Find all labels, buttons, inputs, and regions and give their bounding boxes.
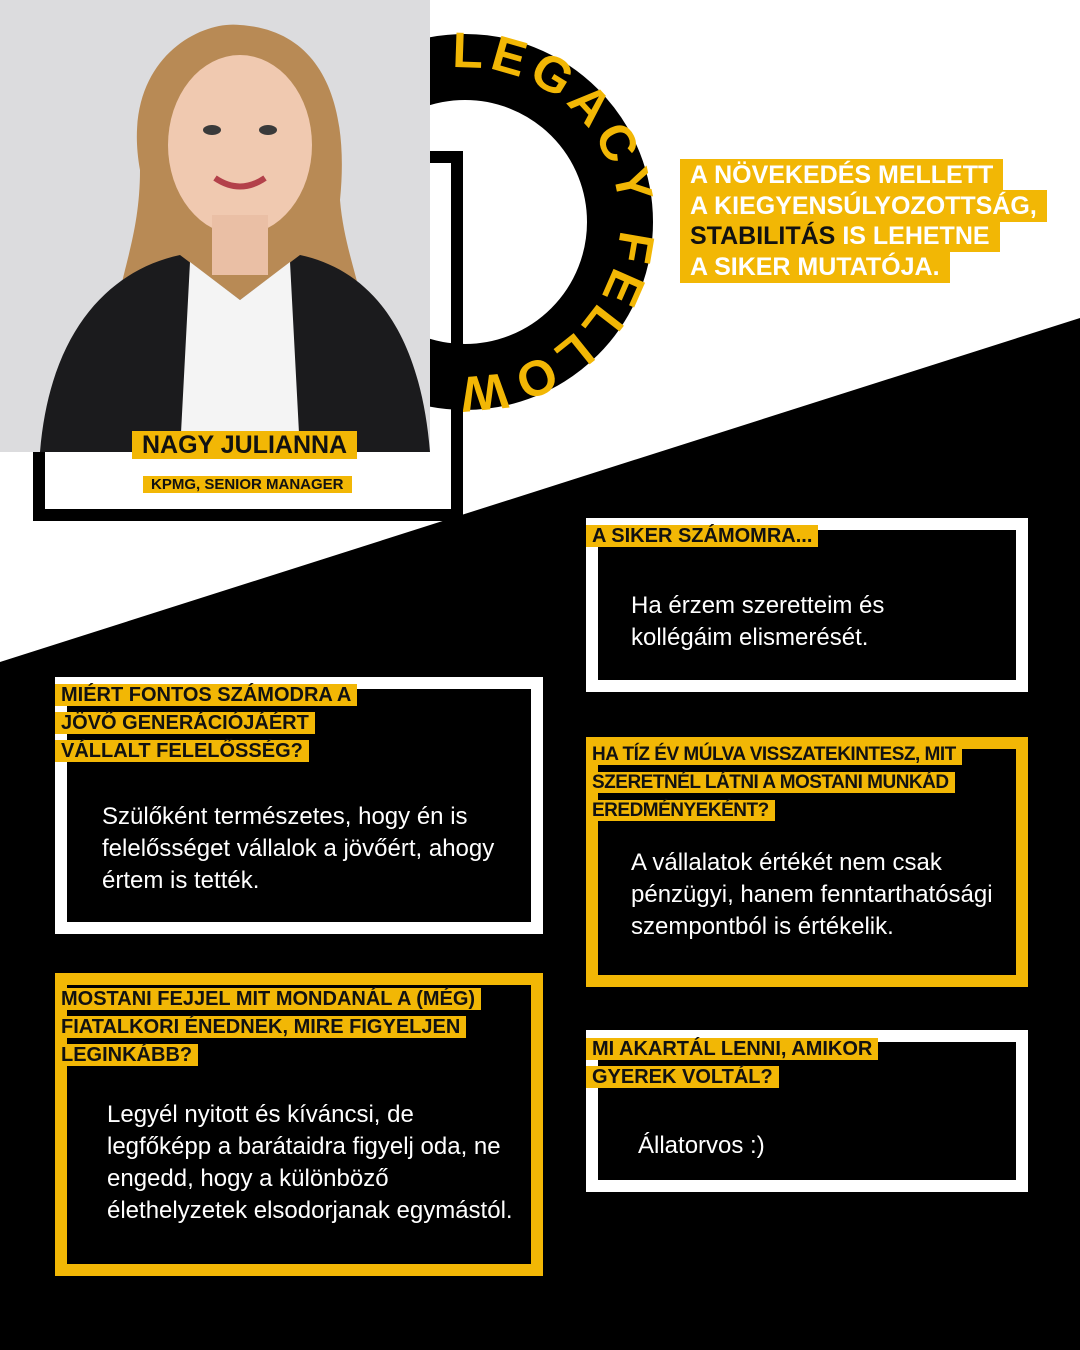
- logo-circle-text: LEGACY FELLOW: [451, 21, 666, 424]
- question-label: MIÉRT FONTOS SZÁMODRA A JÖVŐ GENERÁCIÓJÁÉRT VÁLLALT FELELŐSSÉG?: [55, 681, 395, 765]
- answer-text: Állatorvos :): [638, 1132, 765, 1159]
- answer-text: Legyél nyitott és kíváncsi, de legfőképp a barátaidra figyelj oda, ne engedd, hogy a különböző élethelyzetek elsodorjanak egymástól.: [107, 1101, 513, 1224]
- answer-text: Szülőként természetes, hogy én is felelősséget vállalok a jövőért, ahogy értem is tették.: [102, 803, 495, 894]
- answer-text: A vállalatok értékét nem csak pénzügyi, hanem fenntarthatósági szempontból is értékelik.: [631, 849, 993, 940]
- headline-quote: A NÖVEKEDÉS MELLETT A KIEGYENSÚLYOZOTTSÁG, STABILITÁS IS LEHETNE A SIKER MUTATÓJA.: [680, 160, 1050, 282]
- portrait-photo: [0, 0, 430, 452]
- answer-text: Ha érzem szeretteim és kollégáim elismerését.: [631, 592, 885, 651]
- question-label: A SIKER SZÁMOMRA...: [586, 522, 866, 550]
- question-label: MI AKARTÁL LENNI, AMIKOR GYEREK VOLTÁL?: [586, 1035, 926, 1091]
- question-label: MOSTANI FEJJEL MIT MONDANÁL A (MÉG) FIATALKORI ÉNEDNEK, MIRE FIGYELJEN LEGINKÁBB?: [55, 985, 485, 1069]
- question-label: HA TÍZ ÉV MÚLVA VISSZATEKINTESZ, MIT SZERETNÉL LÁTNI A MOSTANI MUNKÁD EREDMÉNYEKÉNT?: [586, 741, 1026, 825]
- person-name: NAGY JULIANNA: [122, 427, 367, 463]
- person-role: KPMG, SENIOR MANAGER: [135, 473, 360, 497]
